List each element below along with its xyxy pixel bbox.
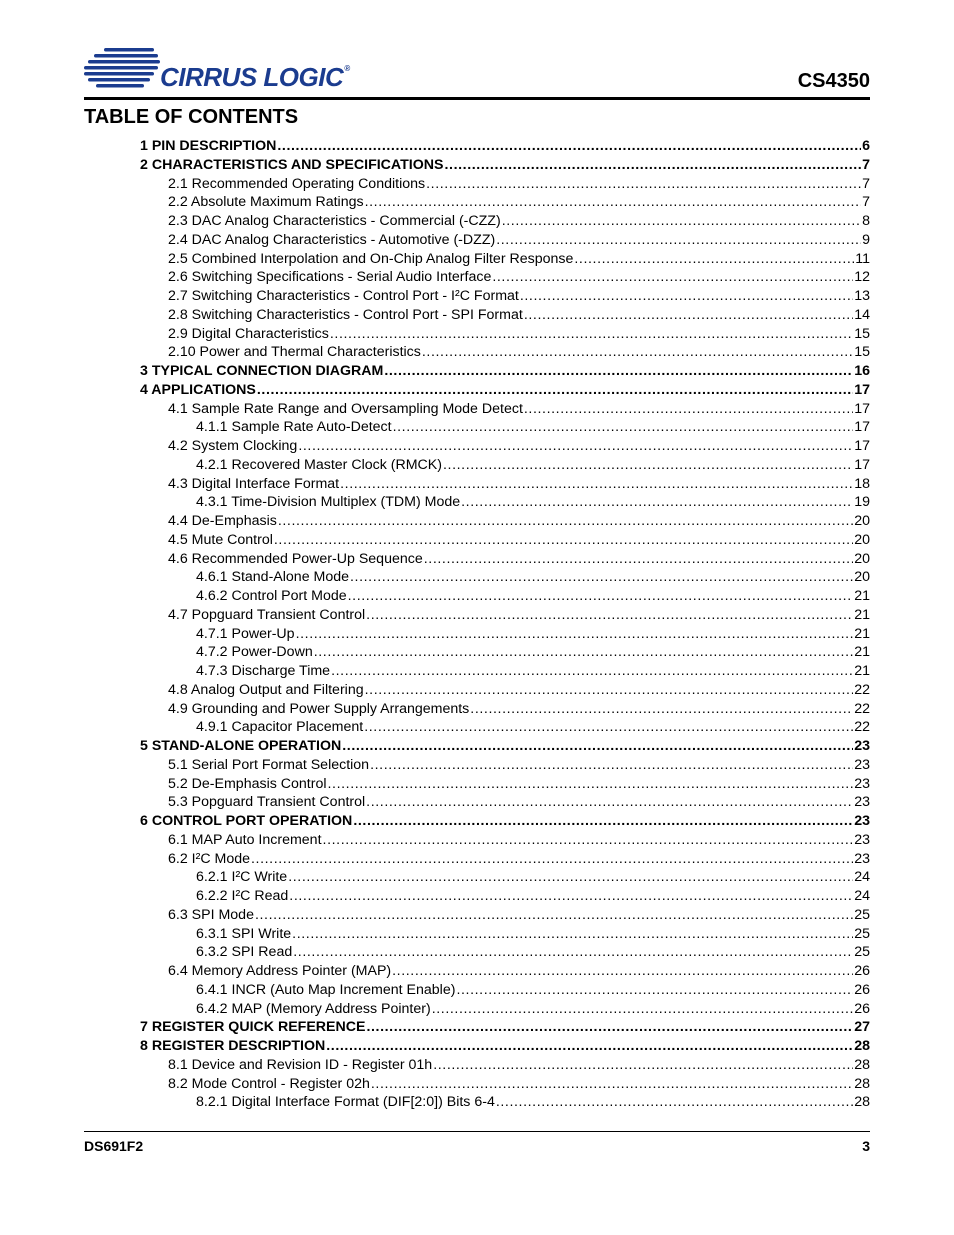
toc-entry-title: 4.4 De-Emphasis (168, 513, 277, 529)
toc-dot-leader (257, 381, 853, 400)
toc-entry[interactable] (140, 1093, 870, 1112)
toc-entry[interactable] (140, 1000, 870, 1019)
toc-entry[interactable] (140, 831, 870, 850)
toc-entry-title: 5.1 Serial Port Format Selection (168, 756, 370, 773)
toc-entry-title: 2.3 DAC Analog Characteristics - Commercial (-CZZ) (168, 213, 501, 229)
document-part-number: CS4350 (797, 70, 870, 92)
toc-entry-page: 20 (854, 531, 870, 548)
toc-entry-title: 5 STAND-ALONE OPERATION (140, 738, 342, 754)
toc-entry-page: 7 (862, 156, 870, 173)
toc-dot-leader (342, 737, 853, 756)
toc-entry-title: 6.3.2 SPI Read (196, 944, 293, 961)
toc-entry[interactable] (140, 943, 870, 962)
toc-entry-page: 7 (862, 194, 870, 211)
toc-entry-page: 24 (854, 888, 870, 904)
toc-dot-leader (298, 437, 853, 456)
toc-dot-leader (366, 606, 853, 625)
toc-entry-page: 20 (854, 513, 870, 529)
toc-entry-page: 23 (854, 738, 870, 754)
toc-dot-leader (422, 343, 853, 362)
toc-entry-page: 14 (854, 306, 870, 323)
toc-entry-title: 2.9 Digital Characteristics (168, 325, 329, 342)
toc-entry-title: 3 TYPICAL CONNECTION DIAGRAM (140, 363, 384, 379)
toc-entry-page: 23 (854, 850, 870, 867)
toc-dot-leader (288, 868, 853, 887)
toc-entry-page: 26 (854, 1000, 870, 1017)
toc-dot-leader (524, 400, 853, 419)
toc-entry-title: 8.2 Mode Control - Register 02h (168, 1075, 370, 1092)
toc-entry[interactable] (140, 1056, 870, 1075)
toc-dot-leader (296, 625, 854, 644)
toc-entry[interactable] (140, 643, 870, 662)
toc-entry-page: 23 (854, 794, 870, 811)
toc-dot-leader (365, 681, 854, 700)
toc-entry[interactable] (140, 850, 870, 869)
toc-entry-page: 8 (862, 213, 870, 229)
toc-entry[interactable] (140, 1037, 870, 1056)
toc-entry-title: 4.7 Popguard Transient Control (168, 606, 366, 623)
toc-entry[interactable] (140, 737, 870, 756)
toc-dot-leader (278, 512, 853, 531)
toc-dot-leader (251, 850, 853, 869)
toc-entry-title: 6.4.2 MAP (Memory Address Pointer) (196, 1000, 431, 1017)
toc-entry-title: 2.2 Absolute Maximum Ratings (168, 194, 364, 211)
toc-entry[interactable] (140, 568, 870, 587)
toc-dot-leader (350, 568, 853, 587)
toc-entry[interactable] (140, 625, 870, 644)
toc-entry-title: 6.2 I²C Mode (168, 850, 251, 867)
toc-entry[interactable] (140, 343, 870, 362)
toc-entry[interactable] (140, 550, 870, 569)
toc-entry-title: 6 CONTROL PORT OPERATION (140, 813, 353, 829)
toc-entry-page: 23 (854, 831, 870, 848)
toc-entry-page: 21 (854, 663, 870, 679)
toc-dot-leader (384, 362, 853, 381)
toc-entry[interactable] (140, 718, 870, 737)
toc-entry-page: 27 (854, 1019, 870, 1036)
toc-entry-page: 19 (854, 494, 870, 511)
toc-entry-page: 28 (854, 1056, 870, 1073)
toc-entry-title: 4.9 Grounding and Power Supply Arrangements (168, 700, 470, 717)
toc-entry[interactable] (140, 175, 870, 194)
toc-dot-leader (502, 212, 861, 231)
toc-entry-page: 9 (862, 231, 870, 248)
footer-page-number: 3 (862, 1138, 870, 1154)
toc-dot-leader (330, 325, 853, 344)
toc-entry-title: 6.3 SPI Mode (168, 906, 254, 923)
toc-entry-title: 4.7.2 Power-Down (196, 644, 313, 661)
toc-entry[interactable] (140, 268, 870, 287)
toc-dot-leader (289, 887, 853, 906)
toc-entry[interactable] (140, 493, 870, 512)
toc-entry[interactable] (140, 531, 870, 550)
toc-entry[interactable] (140, 868, 870, 887)
toc-entry-title: 2.1 Recommended Operating Conditions (168, 175, 426, 192)
footer-divider (84, 1131, 870, 1132)
toc-entry-title: 2 CHARACTERISTICS AND SPECIFICATIONS (140, 156, 444, 173)
toc-entry-page: 18 (854, 475, 870, 492)
toc-entry[interactable] (140, 231, 870, 250)
toc-entry-page: 15 (854, 344, 870, 361)
toc-entry-title: 4.1.1 Sample Rate Auto-Detect (196, 419, 392, 436)
toc-entry[interactable] (140, 1018, 870, 1037)
toc-entry-page: 26 (854, 981, 870, 998)
toc-dot-leader (314, 643, 854, 662)
toc-entry-title: 4.7.3 Discharge Time (196, 663, 331, 679)
toc-entry-title: 4.6.2 Control Port Mode (196, 588, 347, 604)
logo-wordmark: CIRRUS LOGIC® (160, 62, 350, 92)
toc-entry-page: 23 (854, 775, 870, 792)
page-title: TABLE OF CONTENTS (84, 106, 299, 128)
toc-entry-title: 4.8 Analog Output and Filtering (168, 681, 364, 698)
toc-dot-leader (492, 268, 853, 287)
toc-dot-leader (328, 775, 854, 794)
toc-entry-page: 21 (854, 588, 870, 604)
toc-dot-leader (274, 531, 853, 550)
toc-entry[interactable] (140, 962, 870, 981)
toc-entry[interactable] (140, 587, 870, 606)
toc-entry-title: 4.2 System Clocking (168, 438, 298, 454)
toc-entry[interactable] (140, 137, 870, 156)
table-of-contents (140, 137, 870, 1112)
toc-entry-page: 21 (854, 644, 870, 661)
toc-entry-page: 25 (854, 944, 870, 961)
toc-entry[interactable] (140, 700, 870, 719)
toc-entry[interactable] (140, 512, 870, 531)
toc-entry-title: 4.6.1 Stand-Alone Mode (196, 569, 350, 586)
toc-dot-leader (371, 1075, 853, 1094)
toc-entry-title: 5.2 De-Emphasis Control (168, 775, 327, 792)
toc-entry[interactable] (140, 306, 870, 325)
toc-dot-leader (331, 662, 853, 681)
toc-dot-leader (520, 287, 853, 306)
toc-entry[interactable] (140, 250, 870, 269)
toc-entry-page: 23 (854, 813, 870, 829)
toc-dot-leader (353, 812, 853, 831)
toc-dot-leader (292, 925, 853, 944)
toc-entry[interactable] (140, 925, 870, 944)
toc-entry-page: 25 (854, 925, 870, 942)
toc-entry[interactable] (140, 981, 870, 1000)
toc-entry-page: 22 (854, 700, 870, 717)
toc-entry-page: 25 (854, 906, 870, 923)
toc-entry-title: 6.2.1 I²C Write (196, 869, 288, 886)
toc-entry-page: 7 (862, 175, 870, 192)
toc-dot-leader (496, 1093, 853, 1112)
toc-entry-title: 4.2.1 Recovered Master Clock (RMCK) (196, 456, 442, 473)
header-divider (84, 97, 870, 100)
toc-entry[interactable] (140, 793, 870, 812)
toc-entry-page: 17 (854, 381, 870, 398)
toc-dot-leader (456, 981, 853, 1000)
toc-dot-leader (326, 1037, 853, 1056)
toc-entry[interactable] (140, 456, 870, 475)
toc-dot-leader (574, 250, 854, 269)
toc-entry-title: 4.6 Recommended Power-Up Sequence (168, 550, 423, 567)
toc-entry-page: 21 (854, 625, 870, 642)
toc-dot-leader (424, 550, 853, 569)
toc-dot-leader (277, 137, 861, 156)
toc-entry-title: 5.3 Popguard Transient Control (168, 794, 366, 811)
toc-entry[interactable] (140, 662, 870, 681)
toc-entry[interactable] (140, 756, 870, 775)
toc-dot-leader (393, 418, 854, 437)
toc-entry[interactable] (140, 812, 870, 831)
toc-entry-title: 6.4.1 INCR (Auto Map Increment Enable) (196, 981, 456, 998)
toc-entry-title: 4.1 Sample Rate Range and Oversampling Mode Detect (168, 400, 523, 417)
toc-entry[interactable] (140, 437, 870, 456)
toc-entry[interactable] (140, 287, 870, 306)
toc-dot-leader (255, 906, 853, 925)
toc-entry[interactable] (140, 418, 870, 437)
toc-entry-page: 16 (854, 363, 870, 379)
toc-entry-title: 7 REGISTER QUICK REFERENCE (140, 1019, 366, 1036)
toc-dot-leader (433, 1056, 853, 1075)
toc-entry[interactable] (140, 887, 870, 906)
toc-entry[interactable] (140, 906, 870, 925)
footer-document-number: DS691F2 (84, 1138, 144, 1154)
toc-entry[interactable] (140, 212, 870, 231)
toc-dot-leader (370, 756, 853, 775)
toc-entry-page: 17 (854, 419, 870, 436)
toc-entry-title: 4.7.1 Power-Up (196, 625, 295, 642)
toc-dot-leader (340, 475, 853, 494)
toc-entry[interactable] (140, 681, 870, 700)
toc-entry-page: 13 (854, 288, 870, 304)
toc-dot-leader (323, 831, 854, 850)
toc-entry-title: 6.3.1 SPI Write (196, 925, 292, 942)
toc-dot-leader (461, 493, 853, 512)
toc-entry-title: 6.2.2 I²C Read (196, 888, 289, 904)
toc-entry-title: 2.5 Combined Interpolation and On-Chip Analog Filter Response (168, 250, 574, 267)
toc-entry-title: 4 APPLICATIONS (140, 381, 256, 398)
toc-entry-title: 2.8 Switching Characteristics - Control Port - SPI Format (168, 306, 523, 323)
toc-entry[interactable] (140, 362, 870, 381)
toc-entry[interactable] (140, 606, 870, 625)
toc-entry-page: 23 (854, 756, 870, 773)
toc-entry-title: 4.9.1 Capacitor Placement (196, 719, 364, 736)
toc-entry-title: 4.3.1 Time-Division Multiplex (TDM) Mode (196, 494, 461, 511)
toc-dot-leader (426, 175, 861, 194)
toc-entry-title: 1 PIN DESCRIPTION (140, 138, 277, 154)
toc-entry[interactable] (140, 193, 870, 212)
toc-dot-leader (366, 1018, 853, 1037)
toc-entry[interactable] (140, 381, 870, 400)
toc-entry-page: 20 (854, 550, 870, 567)
toc-entry-title: 8.2.1 Digital Interface Format (DIF[2:0]) Bits 6-4 (196, 1094, 495, 1111)
toc-entry[interactable] (140, 475, 870, 494)
toc-dot-leader (524, 306, 853, 325)
toc-entry[interactable] (140, 325, 870, 344)
toc-entry-title: 2.4 DAC Analog Characteristics - Automotive (-DZZ) (168, 231, 496, 248)
toc-dot-leader (364, 718, 853, 737)
toc-dot-leader (496, 231, 861, 250)
toc-dot-leader (444, 156, 861, 175)
toc-dot-leader (470, 700, 853, 719)
toc-entry-page: 17 (854, 456, 870, 473)
toc-entry-title: 2.10 Power and Thermal Characteristics (168, 344, 421, 361)
toc-dot-leader (293, 943, 853, 962)
toc-entry-page: 21 (854, 606, 870, 623)
toc-entry-title: 2.7 Switching Characteristics - Control Port - I²C Format (168, 288, 519, 304)
toc-entry-title: 6.4 Memory Address Pointer (MAP) (168, 963, 392, 979)
toc-entry[interactable] (140, 156, 870, 175)
toc-entry-page: 17 (854, 438, 870, 454)
toc-dot-leader (365, 193, 862, 212)
toc-entry-page: 11 (855, 250, 870, 267)
toc-entry-page: 22 (854, 719, 870, 736)
toc-entry-page: 24 (854, 869, 870, 886)
toc-entry-title: 4.3 Digital Interface Format (168, 475, 340, 492)
toc-entry-page: 12 (854, 269, 870, 286)
toc-entry-page: 15 (854, 325, 870, 342)
toc-dot-leader (392, 962, 853, 981)
toc-dot-leader (443, 456, 853, 475)
toc-entry-page: 6 (862, 138, 870, 154)
toc-entry-title: 6.1 MAP Auto Increment (168, 831, 322, 848)
toc-entry-page: 28 (854, 1094, 870, 1111)
toc-entry-page: 20 (854, 569, 870, 586)
toc-entry-title: 8.1 Device and Revision ID - Register 01h (168, 1056, 433, 1073)
toc-dot-leader (348, 587, 854, 606)
toc-entry-page: 22 (854, 681, 870, 698)
toc-entry[interactable] (140, 400, 870, 419)
toc-entry-title: 2.6 Switching Specifications - Serial Audio Interface (168, 269, 492, 286)
toc-entry-page: 28 (854, 1038, 870, 1054)
toc-entry-page: 28 (854, 1075, 870, 1092)
toc-dot-leader (432, 1000, 854, 1019)
toc-entry-page: 26 (854, 963, 870, 979)
toc-entry-title: 4.5 Mute Control (168, 531, 273, 548)
toc-entry-title: 8 REGISTER DESCRIPTION (140, 1038, 326, 1054)
toc-dot-leader (366, 793, 853, 812)
toc-entry-page: 17 (854, 400, 870, 417)
toc-entry[interactable] (140, 775, 870, 794)
toc-entry[interactable] (140, 1075, 870, 1094)
